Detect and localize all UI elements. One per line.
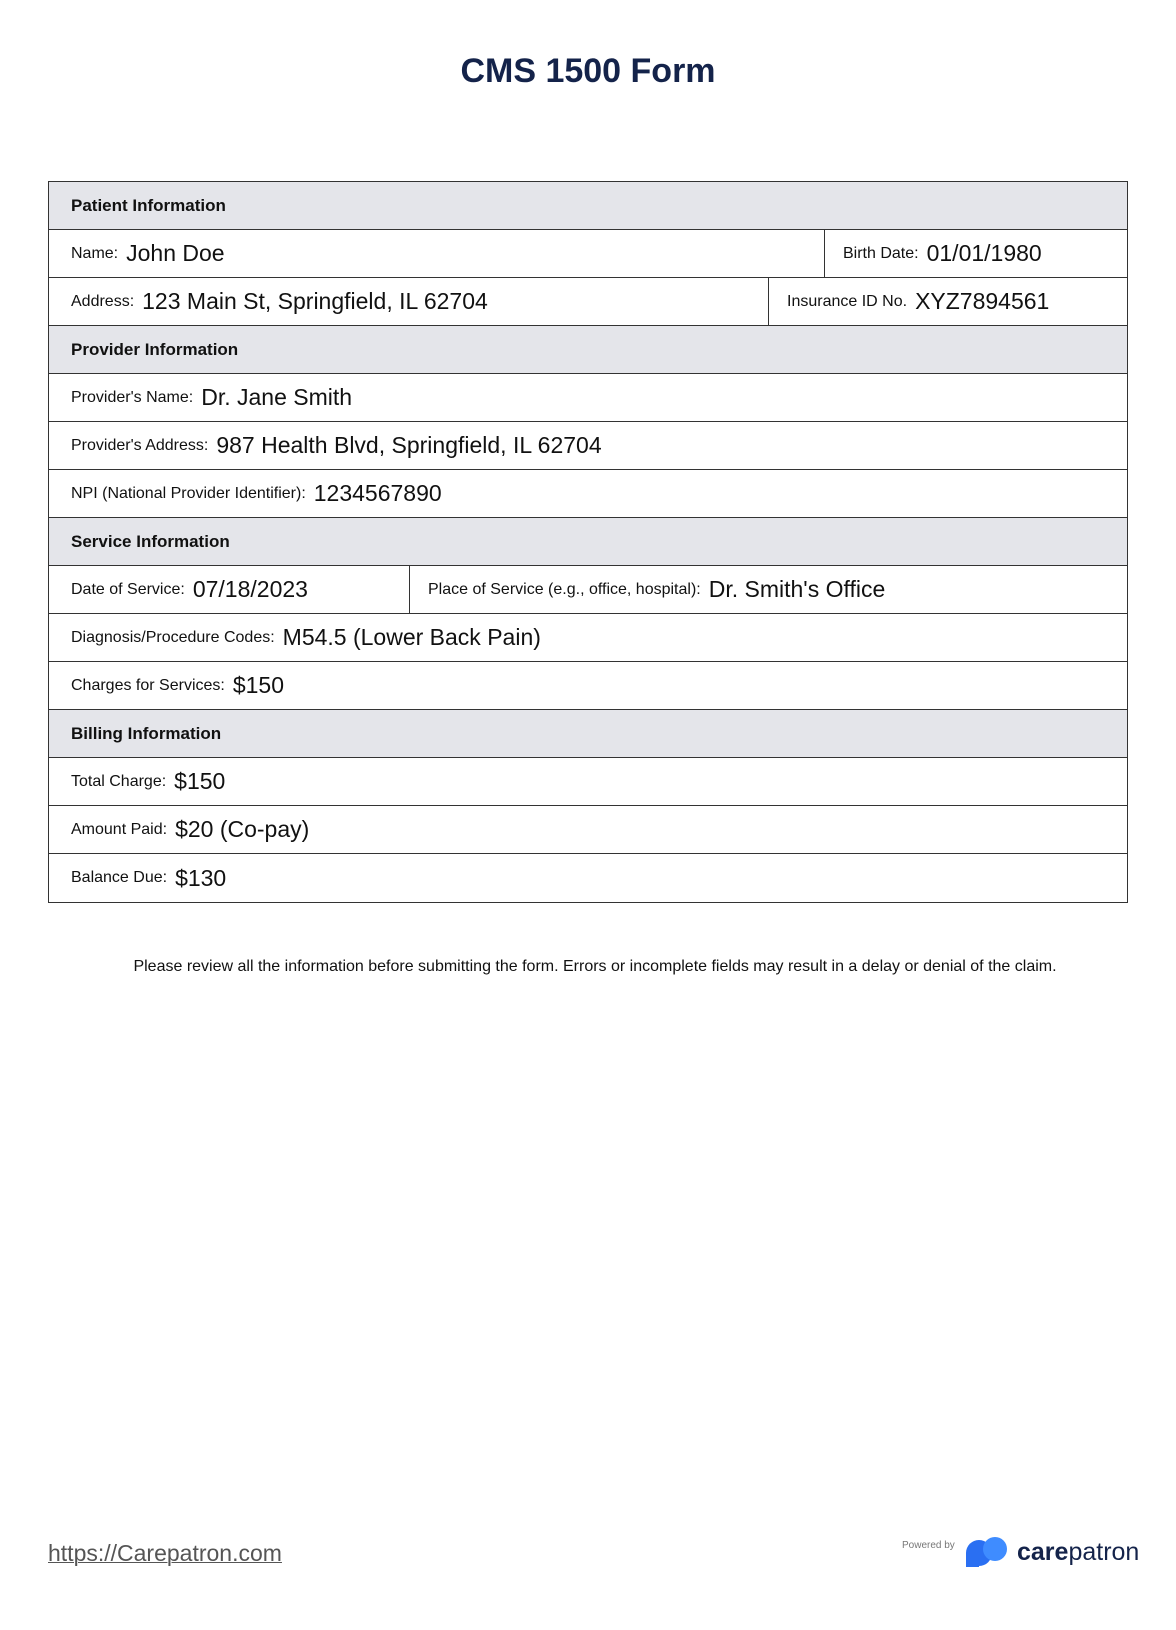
field-label: Birth Date: [843,244,919,262]
page-title: CMS 1500 Form [460,52,716,90]
section-header-service [49,518,1127,566]
form-row [49,566,1127,614]
provider-address-value: 987 Health Blvd, Springfield, IL 62704 [216,432,602,458]
field-label: Date of Service: [71,580,185,598]
codes-field[interactable] [49,614,541,661]
form-row [49,422,1127,470]
section-header-patient [49,182,1127,230]
insurance-id-field[interactable] [769,278,1049,325]
birth-date-field[interactable] [825,230,1042,277]
brand-name-light: patron [1068,1537,1140,1566]
carepatron-brand[interactable] [965,1535,1139,1569]
insurance-id-value: XYZ7894561 [915,288,1050,314]
service-place-field[interactable] [410,566,885,613]
patient-name-value: John Doe [126,240,225,266]
field-label: Provider's Name: [71,388,194,406]
patient-address-field[interactable] [49,278,769,325]
field-label: Amount Paid: [71,820,168,838]
provider-name-field[interactable] [49,374,352,421]
field-label: NPI (National Provider Identifier): [71,484,306,502]
npi-field[interactable] [49,470,442,517]
field-label: Diagnosis/Procedure Codes: [71,628,275,646]
form-row [49,662,1127,710]
service-date-value: 07/18/2023 [192,576,308,602]
field-label: Charges for Services: [71,676,225,694]
field-label: Balance Due: [71,869,168,886]
npi-value: 1234567890 [313,480,442,506]
field-label: Total Charge: [71,772,167,790]
amount-paid-field[interactable] [49,806,309,853]
field-label: Place of Service (e.g., office, hospital): [428,580,701,598]
field-label: Name: [71,244,119,262]
service-place-value: Dr. Smith's Office [708,576,886,602]
form-row [49,374,1127,422]
section-title: Billing Information [71,723,222,743]
section-title: Patient Information [71,195,226,215]
patient-name-field[interactable] [49,230,825,277]
birth-date-value: 01/01/1980 [926,240,1042,266]
charges-field[interactable] [49,662,284,709]
amount-paid-value: $20 (Co-pay) [175,816,310,842]
form-row [49,230,1127,278]
powered-by-label: Powered by [902,1540,955,1551]
section-title: Service Information [71,531,230,551]
section-title: Provider Information [71,339,239,359]
field-label: Address: [71,292,135,310]
review-note: Please review all the information before submitting the form. Errors or incomplete fields may result in a delay or denial of the claim. [133,958,1057,975]
total-charge-field[interactable] [49,758,225,805]
total-charge-value: $150 [174,768,226,794]
balance-due-value: $130 [175,864,227,891]
form-row [49,758,1127,806]
field-label: Insurance ID No. [787,292,908,310]
brand-name-bold: care [1017,1537,1069,1566]
charges-value: $150 [232,672,285,698]
form-row [49,854,1127,902]
provider-name-value: Dr. Jane Smith [201,384,353,410]
brand-name [1017,1538,1139,1567]
form-row [49,806,1127,854]
carepatron-link[interactable]: https://Carepatron.com [48,1540,282,1566]
form-row [49,614,1127,662]
service-date-field[interactable] [49,566,410,613]
carepatron-logo-icon [965,1535,1013,1569]
provider-address-field[interactable] [49,422,602,469]
field-label: Provider's Address: [71,436,209,454]
section-header-provider [49,326,1127,374]
form-row [49,470,1127,518]
section-header-billing [49,710,1127,758]
codes-value: M54.5 (Lower Back Pain) [282,624,541,650]
cms-form-table [48,181,1128,903]
form-row [49,278,1127,326]
patient-address-value: 123 Main St, Springfield, IL 62704 [142,288,488,314]
balance-due-field[interactable] [49,854,226,902]
